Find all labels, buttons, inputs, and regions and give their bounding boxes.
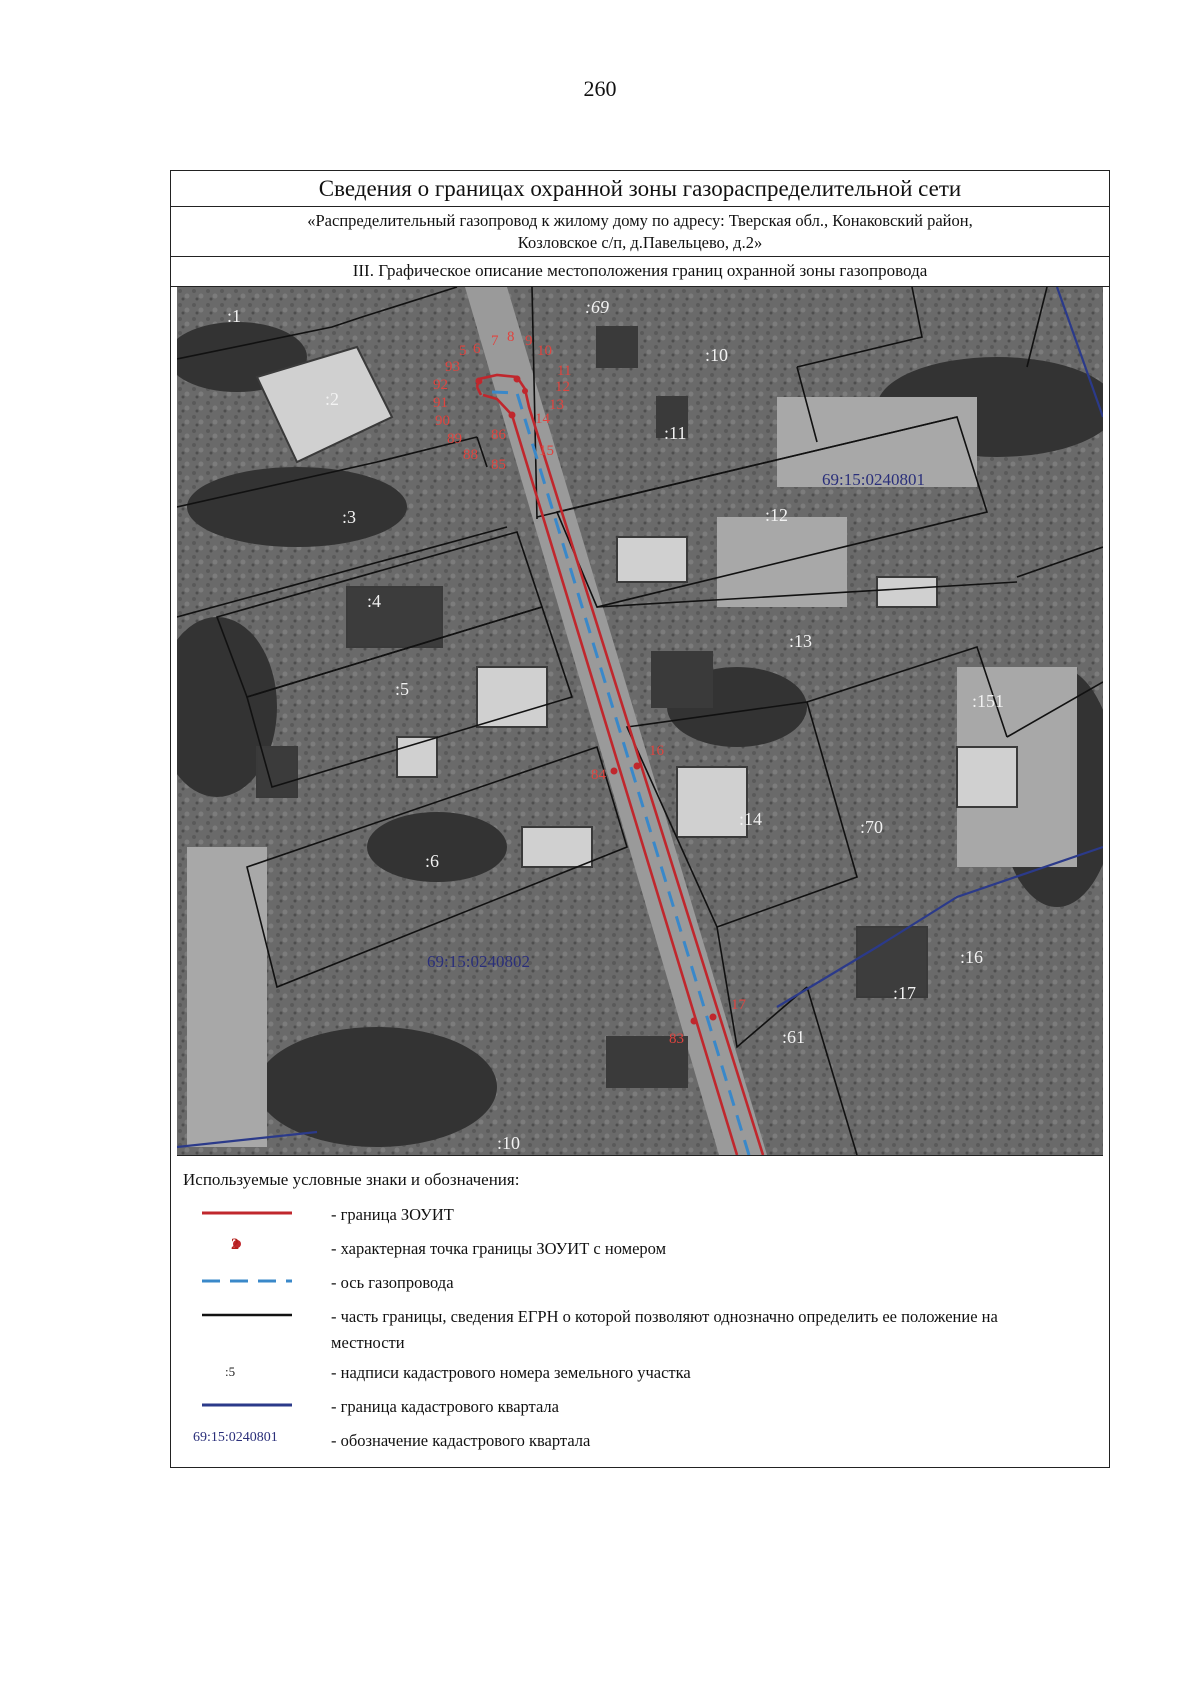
zone-document-frame — [170, 170, 1110, 1468]
legend-text: - часть границы, сведения ЕГРН о которой позволяют однозначно определить ее положение на местности — [331, 1307, 998, 1352]
point-label: 85 — [491, 457, 506, 473]
parcel-label: :16 — [960, 947, 984, 967]
legend-item-zouit-boundary — [183, 1198, 1109, 1232]
red-line-symbol — [197, 1198, 297, 1228]
point-label: 5 — [459, 343, 467, 359]
parcel-label: :1 — [227, 306, 242, 326]
point-label: 9 — [525, 333, 533, 349]
quarter-label-0240802: 69:15:0240802 — [427, 952, 530, 971]
parcel-label: :151 — [972, 691, 1005, 711]
legend-item-parcel-label — [183, 1356, 1109, 1390]
parcel-label: :11 — [664, 423, 687, 443]
point-label: 90 — [435, 413, 450, 429]
parcel-label: :13 — [789, 631, 813, 651]
legend-point-number: 2 — [231, 1236, 239, 1253]
document-title: Сведения о границах охранной зоны газораспределительной сети — [171, 171, 1109, 207]
object-description — [171, 207, 1109, 257]
object-description-line2: Козловское с/п, д.Павельцево, д.2» — [517, 233, 763, 252]
legend-text: - граница ЗОУИТ — [331, 1205, 454, 1224]
point-label: 89 — [447, 431, 462, 447]
blue-line-symbol — [197, 1390, 297, 1420]
section-title: III. Графическое описание местоположения границ охранной зоны газопровода — [171, 257, 1109, 287]
point-label: 88 — [463, 447, 478, 463]
legend-title: Используемые условные знаки и обозначения: — [183, 1170, 520, 1189]
object-description-line1: «Распределительный газопровод к жилому дому по адресу: Тверская обл., Конаковский район, — [307, 211, 973, 230]
point-label: 91 — [433, 395, 448, 411]
parcel-label: :10 — [705, 345, 729, 365]
point-label: 6 — [473, 341, 481, 357]
point-label: 14 — [535, 411, 550, 427]
parcel-label: :69 — [585, 297, 609, 317]
parcel-label: :2 — [325, 389, 340, 409]
red-point-symbol — [197, 1232, 297, 1262]
point-label: 83 — [669, 1031, 684, 1047]
point-label: 17 — [731, 997, 746, 1013]
parcel-label: :3 — [342, 507, 357, 527]
legend-text: - обозначение кадастрового квартала — [331, 1431, 591, 1450]
point-label: 93 — [445, 359, 460, 375]
point-label: 84 — [591, 767, 606, 783]
page-number: 260 — [583, 76, 617, 101]
aerial-map — [177, 287, 1103, 1156]
legend-item-egrn-boundary — [183, 1300, 1109, 1356]
parcel-label: :10 — [497, 1133, 521, 1153]
parcel-label: :12 — [765, 505, 789, 525]
point-label: 16 — [649, 743, 664, 759]
point-label: 8 — [507, 329, 515, 345]
parcel-label: :6 — [425, 851, 440, 871]
parcel-label: :14 — [739, 809, 763, 829]
legend-item-quarter-boundary — [183, 1390, 1109, 1424]
legend-item-gas-axis — [183, 1266, 1109, 1300]
map-canvas — [177, 287, 1103, 1155]
legend — [171, 1170, 1109, 1458]
point-label: 12 — [555, 379, 570, 395]
legend-parcel-label-sample: :5 — [225, 1364, 236, 1379]
blue-dashed-line-symbol — [197, 1266, 297, 1296]
parcel-label: :4 — [367, 591, 382, 611]
legend-item-characteristic-point — [183, 1232, 1109, 1266]
point-label: 86 — [491, 427, 506, 443]
legend-text: - надписи кадастрового номера земельного участка — [331, 1363, 691, 1382]
point-label: 7 — [491, 333, 499, 349]
point-label: 92 — [433, 377, 448, 393]
parcel-label: :70 — [860, 817, 884, 837]
point-label: 15 — [539, 443, 554, 459]
legend-text: - ось газопровода — [331, 1273, 454, 1292]
legend-text: - граница кадастрового квартала — [331, 1397, 559, 1416]
parcel-label: :17 — [893, 983, 917, 1003]
legend-text: - характерная точка границы ЗОУИТ с номером — [331, 1239, 667, 1258]
legend-quarter-label-sample: 69:15:0240801 — [193, 1430, 278, 1445]
parcel-label: :61 — [782, 1027, 806, 1047]
quarter-label-0240801: 69:15:0240801 — [822, 470, 925, 489]
point-label: 13 — [549, 397, 564, 413]
legend-item-quarter-label — [183, 1424, 1109, 1458]
black-line-symbol — [197, 1300, 297, 1330]
point-label: 10 — [537, 343, 552, 359]
parcel-label: :5 — [395, 679, 410, 699]
point-label: 11 — [557, 363, 572, 379]
